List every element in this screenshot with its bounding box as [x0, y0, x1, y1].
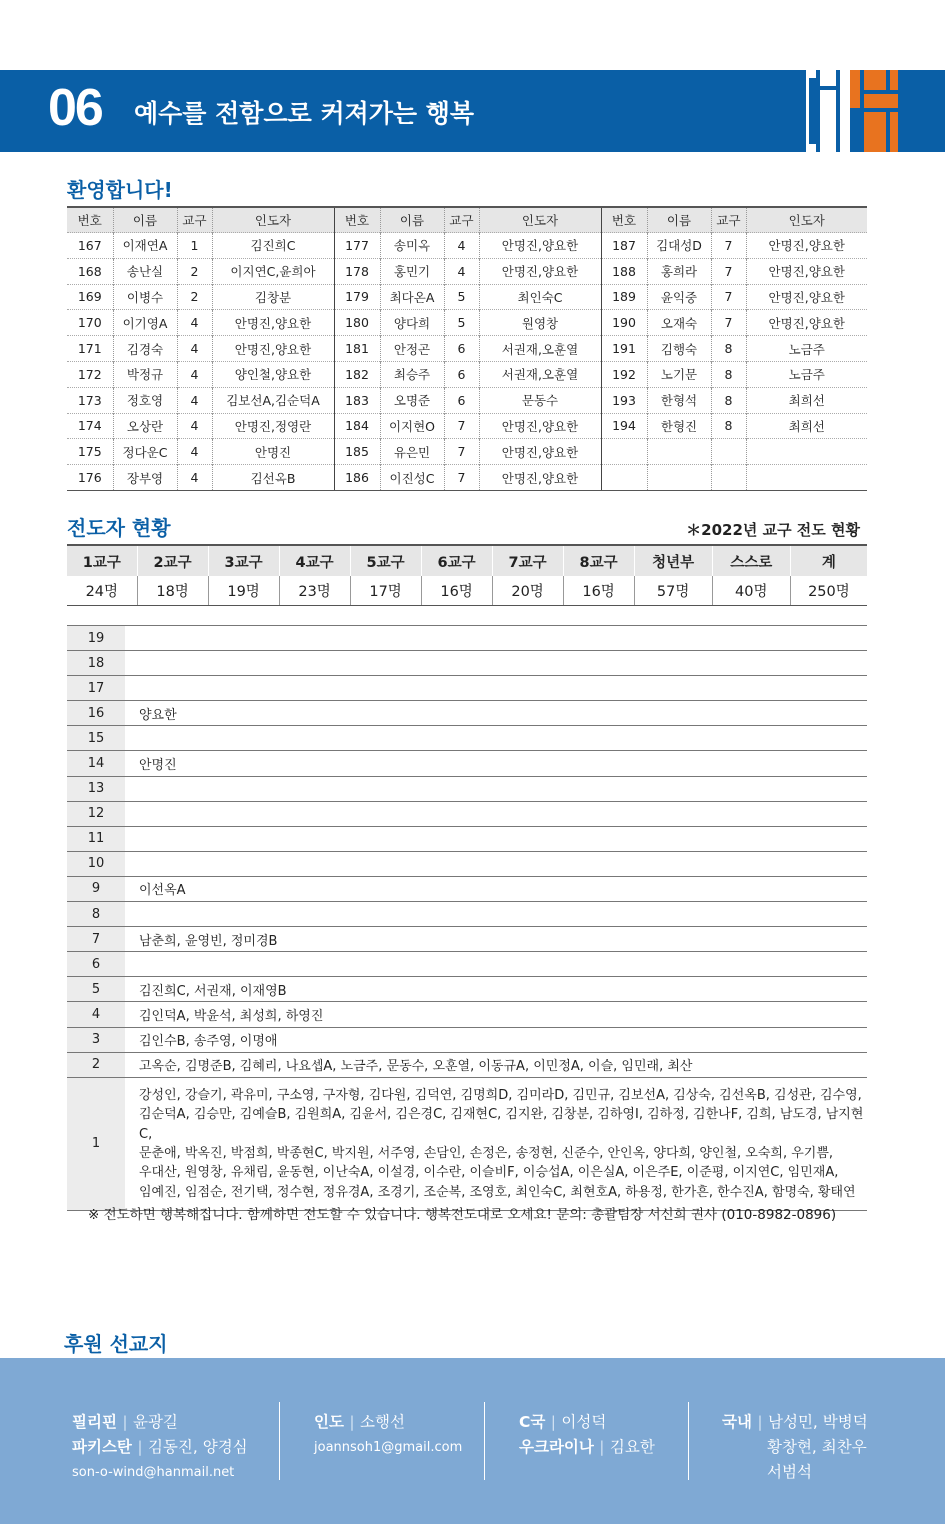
- table-cell: 4: [177, 439, 212, 465]
- rank-names: 이선옥A: [125, 876, 867, 901]
- table-cell: 김선옥B: [212, 465, 334, 491]
- district-header: 계: [790, 545, 867, 576]
- rank-count: 10: [67, 851, 125, 876]
- table-cell: 4: [177, 336, 212, 362]
- district-header: 5교구: [350, 545, 421, 576]
- table-cell: 안명진,양요한: [212, 310, 334, 336]
- table-cell: 173: [67, 387, 113, 413]
- country-label: C국: [519, 1413, 546, 1431]
- rank-names: 김인수B, 송주영, 이명애: [125, 1027, 867, 1052]
- column-header: 번호: [334, 207, 380, 233]
- ranking-table: [67, 625, 867, 1211]
- country-label: 파키스탄: [72, 1438, 132, 1456]
- table-cell: 최희선: [746, 387, 867, 413]
- table-cell: 2: [177, 284, 212, 310]
- missionary-name: 황창현, 최찬우: [767, 1438, 867, 1456]
- table-cell: 172: [67, 361, 113, 387]
- table-cell: [647, 439, 711, 465]
- welcome-header-row: [67, 207, 867, 233]
- table-cell: 김경숙: [113, 336, 177, 362]
- missionary-email: joannsoh1@gmail.com: [314, 1440, 463, 1455]
- district-count: 57명: [634, 576, 712, 606]
- table-cell: 안명진,양요한: [746, 258, 867, 284]
- table-cell: 189: [601, 284, 647, 310]
- table-cell: 안명진: [212, 439, 334, 465]
- country-label: 필리핀: [72, 1413, 117, 1431]
- rank-row: [67, 626, 867, 651]
- footnote: ※ 전도하면 행복해집니다. 함께하면 전도할 수 있습니다. 행복전도대로 오세요! 문의: 총괄팀장 서신희 권사 (010-8982-0896): [88, 1207, 837, 1223]
- table-cell: 한형진: [647, 413, 711, 439]
- table-cell: 168: [67, 258, 113, 284]
- table-cell: [601, 439, 647, 465]
- district-header: 3교구: [208, 545, 279, 576]
- column-header: 인도자: [212, 207, 334, 233]
- table-cell: 171: [67, 336, 113, 362]
- rank-count: 15: [67, 726, 125, 751]
- column-header: 번호: [601, 207, 647, 233]
- table-cell: 1: [177, 233, 212, 259]
- divider: [484, 1402, 485, 1480]
- rank-names: [125, 651, 867, 676]
- table-cell: 8: [711, 387, 746, 413]
- table-cell: 193: [601, 387, 647, 413]
- welcome-table: [67, 206, 867, 491]
- country-label: 인도: [314, 1413, 344, 1431]
- table-cell: 안명진,정영란: [212, 413, 334, 439]
- district-count: 16명: [421, 576, 492, 606]
- rank-row: [67, 751, 867, 776]
- table-cell: 184: [334, 413, 380, 439]
- column-header: 이름: [113, 207, 177, 233]
- table-cell: 박정규: [113, 361, 177, 387]
- column-header: 번호: [67, 207, 113, 233]
- table-cell: 4: [177, 361, 212, 387]
- table-cell: [601, 465, 647, 491]
- missionary-col-3: C국 | 이성덕 우크라이나 | 김요한: [519, 1413, 655, 1456]
- table-cell: 4: [177, 310, 212, 336]
- table-cell: 유은민: [380, 439, 444, 465]
- table-cell: 185: [334, 439, 380, 465]
- district-count: 19명: [208, 576, 279, 606]
- rank-count: 7: [67, 927, 125, 952]
- table-cell: 최다온A: [380, 284, 444, 310]
- table-cell: 4: [177, 387, 212, 413]
- missionary-name: 남성민, 박병덕: [768, 1413, 868, 1431]
- missionary-name: 김요한: [609, 1438, 655, 1456]
- rank-count: 5: [67, 977, 125, 1002]
- table-cell: 안정곤: [380, 336, 444, 362]
- rank-count: 12: [67, 801, 125, 826]
- district-count: 20명: [492, 576, 563, 606]
- table-cell: 175: [67, 439, 113, 465]
- table-cell: 7: [711, 258, 746, 284]
- rank-count: 2: [67, 1052, 125, 1077]
- table-cell: 안명진,양요한: [479, 413, 601, 439]
- rank-names: [125, 1077, 867, 1210]
- rank-names: [125, 676, 867, 701]
- table-cell: 5: [444, 310, 479, 336]
- missionary-name: 김동진, 양경심: [147, 1438, 248, 1456]
- rank-row: [67, 902, 867, 927]
- table-cell: 양다희: [380, 310, 444, 336]
- table-cell: 4: [444, 233, 479, 259]
- table-cell: 최희선: [746, 413, 867, 439]
- table-cell: 노기문: [647, 361, 711, 387]
- table-cell: 한형석: [647, 387, 711, 413]
- district-header: 7교구: [492, 545, 563, 576]
- table-cell: 이지현O: [380, 413, 444, 439]
- table-cell: [746, 465, 867, 491]
- table-cell: 7: [711, 310, 746, 336]
- table-cell: 8: [711, 361, 746, 387]
- column-header: 교구: [711, 207, 746, 233]
- district-header: 청년부: [634, 545, 712, 576]
- divider: [688, 1402, 689, 1480]
- table-cell: 홍민기: [380, 258, 444, 284]
- table-cell: 8: [711, 336, 746, 362]
- district-count: 24명: [67, 576, 137, 606]
- table-cell: 7: [444, 439, 479, 465]
- rank-count: 6: [67, 952, 125, 977]
- country-label: 우크라이나: [519, 1438, 594, 1456]
- missionary-col-4: 국내 | 남성민, 박병덕 황창현, 최찬우 서범석: [722, 1413, 868, 1481]
- missionary-name: 윤광길: [132, 1413, 178, 1431]
- table-cell: 안명진,양요한: [479, 258, 601, 284]
- missionary-title: 후원 선교지: [64, 1332, 168, 1356]
- table-cell: 송난실: [113, 258, 177, 284]
- table-cell: 186: [334, 465, 380, 491]
- table-cell: 안명진,양요한: [479, 233, 601, 259]
- table-cell: 181: [334, 336, 380, 362]
- table-cell: 4: [177, 465, 212, 491]
- table-cell: 187: [601, 233, 647, 259]
- table-cell: 170: [67, 310, 113, 336]
- table-cell: 2: [177, 258, 212, 284]
- rank-count: 11: [67, 826, 125, 851]
- table-row: [67, 439, 867, 465]
- district-count: 23명: [279, 576, 350, 606]
- table-cell: 정다운C: [113, 439, 177, 465]
- table-cell: 192: [601, 361, 647, 387]
- column-header: 이름: [380, 207, 444, 233]
- table-cell: 6: [444, 361, 479, 387]
- rank-count: 8: [67, 902, 125, 927]
- table-cell: 오재숙: [647, 310, 711, 336]
- district-header: 2교구: [137, 545, 208, 576]
- district-count: 16명: [563, 576, 634, 606]
- name-line: 김순덕A, 김승만, 김예슬B, 김원희A, 김윤서, 김은경C, 김재현C, 김지완, 김창분, 김하영I, 김하정, 김한나F, 김희, 남도경, 남지현C,: [139, 1107, 864, 1142]
- section-number: 06: [48, 79, 102, 137]
- table-cell: [746, 439, 867, 465]
- rank-names: 김인덕A, 박윤석, 최성희, 하영진: [125, 1002, 867, 1027]
- table-cell: 6: [444, 336, 479, 362]
- rank-names: 고옥순, 김명준B, 김혜리, 나요셉A, 노금주, 문동수, 오훈열, 이동규A, 이민정A, 이슬, 임민래, 최산: [125, 1052, 867, 1077]
- rank-row: [67, 1027, 867, 1052]
- table-cell: 6: [444, 387, 479, 413]
- missionary-name: 소행선: [360, 1413, 405, 1431]
- missionary-footer: [0, 1358, 945, 1524]
- missionary-name: 이성덕: [561, 1413, 607, 1431]
- table-cell: 7: [444, 465, 479, 491]
- rank-row: [67, 726, 867, 751]
- table-cell: 5: [444, 284, 479, 310]
- rank-names: [125, 851, 867, 876]
- table-cell: 182: [334, 361, 380, 387]
- rank-names: [125, 626, 867, 651]
- table-row: [67, 310, 867, 336]
- column-header: 인도자: [479, 207, 601, 233]
- table-cell: 이재연A: [113, 233, 177, 259]
- table-cell: 이진성C: [380, 465, 444, 491]
- table-cell: 169: [67, 284, 113, 310]
- table-cell: 4: [177, 413, 212, 439]
- column-header: 교구: [444, 207, 479, 233]
- table-cell: 191: [601, 336, 647, 362]
- rank-row: [67, 676, 867, 701]
- district-count: 18명: [137, 576, 208, 606]
- name-line: 임예진, 임점순, 전기택, 정수현, 정유경A, 조경기, 조순복, 조영호, 최인숙C, 최현호A, 하용정, 한가흔, 한수진A, 함명숙, 황태연: [139, 1184, 856, 1200]
- name-line: 문춘애, 박옥진, 박점희, 박종현C, 박지원, 서주영, 손담인, 손정은, 송정현, 신준수, 안인옥, 양다희, 양인철, 오숙희, 우기쁨,: [139, 1145, 834, 1161]
- table-cell: 김진희C: [212, 233, 334, 259]
- table-cell: [711, 439, 746, 465]
- rank-count: 3: [67, 1027, 125, 1052]
- rank-row: [67, 952, 867, 977]
- rank-names: 안명진: [125, 751, 867, 776]
- rank-count: 4: [67, 1002, 125, 1027]
- rank-names: [125, 952, 867, 977]
- table-cell: 7: [711, 284, 746, 310]
- rank-count: 1: [67, 1077, 125, 1210]
- district-count: 250명: [790, 576, 867, 606]
- table-cell: 장부영: [113, 465, 177, 491]
- table-cell: [711, 465, 746, 491]
- rank-count: 18: [67, 651, 125, 676]
- table-row: [67, 465, 867, 491]
- table-cell: 양인철,양요한: [212, 361, 334, 387]
- rank-names: [125, 826, 867, 851]
- table-cell: 원영창: [479, 310, 601, 336]
- rank-names: [125, 726, 867, 751]
- table-row: [67, 387, 867, 413]
- table-cell: 최인숙C: [479, 284, 601, 310]
- table-cell: 8: [711, 413, 746, 439]
- table-cell: 167: [67, 233, 113, 259]
- table-cell: 서권재,오훈열: [479, 336, 601, 362]
- name-line: 강성인, 강슬기, 곽유미, 구소영, 구자형, 김다원, 김덕연, 김명희D, 김미라D, 김민규, 김보선A, 김상숙, 김선옥B, 김성관, 김수영,: [139, 1087, 862, 1103]
- column-header: 이름: [647, 207, 711, 233]
- table-cell: 안명진,양요한: [746, 233, 867, 259]
- table-cell: 송미옥: [380, 233, 444, 259]
- rank-row: [67, 876, 867, 901]
- welcome-title: 환영합니다!: [67, 178, 173, 202]
- country-label: 국내: [722, 1413, 752, 1431]
- table-row: [67, 336, 867, 362]
- table-cell: 김보선A,김순덕A: [212, 387, 334, 413]
- table-cell: 7: [711, 233, 746, 259]
- rank-row: [67, 1077, 867, 1210]
- district-header: 스스로: [712, 545, 790, 576]
- table-cell: 188: [601, 258, 647, 284]
- table-cell: 오상란: [113, 413, 177, 439]
- district-count: 17명: [350, 576, 421, 606]
- table-cell: 194: [601, 413, 647, 439]
- rank-row: [67, 977, 867, 1002]
- rank-row: [67, 1052, 867, 1077]
- table-cell: 안명진,양요한: [746, 310, 867, 336]
- district-header: 4교구: [279, 545, 350, 576]
- table-row: [67, 233, 867, 259]
- name-line: 우대산, 원영창, 유채림, 윤동현, 이난숙A, 이설경, 이수란, 이슬비F, 이승섭A, 이은실A, 이은주E, 이준평, 이지연C, 임민재A,: [139, 1165, 839, 1181]
- missionary-col-1: 필리핀 | 윤광길 파키스탄 | 김동진, 양경심 son-o-wind@hanmail.net: [72, 1410, 248, 1485]
- rank-count: 17: [67, 676, 125, 701]
- table-cell: 노금주: [746, 361, 867, 387]
- status-table: [67, 544, 867, 606]
- rank-count: 14: [67, 751, 125, 776]
- rank-row: [67, 651, 867, 676]
- district-count: 40명: [712, 576, 790, 606]
- district-header: 8교구: [563, 545, 634, 576]
- table-cell: 김창분: [212, 284, 334, 310]
- table-cell: 190: [601, 310, 647, 336]
- table-cell: 7: [444, 413, 479, 439]
- table-cell: 정호영: [113, 387, 177, 413]
- table-cell: 174: [67, 413, 113, 439]
- rank-row: [67, 927, 867, 952]
- column-header: 교구: [177, 207, 212, 233]
- table-cell: 오명준: [380, 387, 444, 413]
- table-cell: 이기영A: [113, 310, 177, 336]
- table-cell: 노금주: [746, 336, 867, 362]
- table-cell: 183: [334, 387, 380, 413]
- rank-count: 9: [67, 876, 125, 901]
- rank-row: [67, 851, 867, 876]
- district-header: 1교구: [67, 545, 137, 576]
- rank-names: 양요한: [125, 701, 867, 726]
- missionary-email: son-o-wind@hanmail.net: [72, 1465, 235, 1480]
- table-row: [67, 284, 867, 310]
- district-header: 6교구: [421, 545, 492, 576]
- table-cell: 이병수: [113, 284, 177, 310]
- rank-names: [125, 902, 867, 927]
- page-title: 예수를 전함으로 커져가는 행복: [134, 99, 475, 128]
- table-cell: 김행숙: [647, 336, 711, 362]
- rank-row: [67, 1002, 867, 1027]
- rank-row: [67, 776, 867, 801]
- table-cell: 김대성D: [647, 233, 711, 259]
- table-cell: 안명진,양요한: [746, 284, 867, 310]
- table-cell: 안명진,양요한: [212, 336, 334, 362]
- table-cell: 홍희라: [647, 258, 711, 284]
- rank-count: 19: [67, 626, 125, 651]
- church-logo-icon: [806, 70, 908, 152]
- table-cell: 177: [334, 233, 380, 259]
- table-cell: 178: [334, 258, 380, 284]
- status-note: ＊2022년 교구 전도 현황: [686, 521, 860, 539]
- table-cell: 최승주: [380, 361, 444, 387]
- rank-names: [125, 801, 867, 826]
- rank-row: [67, 801, 867, 826]
- table-cell: 윤익중: [647, 284, 711, 310]
- table-cell: 179: [334, 284, 380, 310]
- status-title: 전도자 현황: [67, 516, 171, 540]
- missionary-col-2: 인도 | 소행선 joannsoh1@gmail.com: [314, 1410, 462, 1460]
- table-cell: 서권재,오훈열: [479, 361, 601, 387]
- table-row: [67, 258, 867, 284]
- table-cell: 안명진,양요한: [479, 439, 601, 465]
- divider: [279, 1402, 280, 1480]
- rank-count: 16: [67, 701, 125, 726]
- table-cell: 안명진,양요한: [479, 465, 601, 491]
- table-cell: 이지연C,윤희아: [212, 258, 334, 284]
- table-cell: 180: [334, 310, 380, 336]
- table-cell: [647, 465, 711, 491]
- rank-names: 남춘희, 윤영빈, 정미경B: [125, 927, 867, 952]
- table-cell: 4: [444, 258, 479, 284]
- table-cell: 문동수: [479, 387, 601, 413]
- table-row: [67, 361, 867, 387]
- column-header: 인도자: [746, 207, 867, 233]
- rank-names: [125, 776, 867, 801]
- rank-row: [67, 826, 867, 851]
- missionary-name: 서범석: [767, 1463, 812, 1481]
- rank-count: 13: [67, 776, 125, 801]
- table-cell: 176: [67, 465, 113, 491]
- rank-row: [67, 701, 867, 726]
- page-header: [0, 70, 945, 152]
- table-row: [67, 413, 867, 439]
- rank-names: 김진희C, 서권재, 이재영B: [125, 977, 867, 1002]
